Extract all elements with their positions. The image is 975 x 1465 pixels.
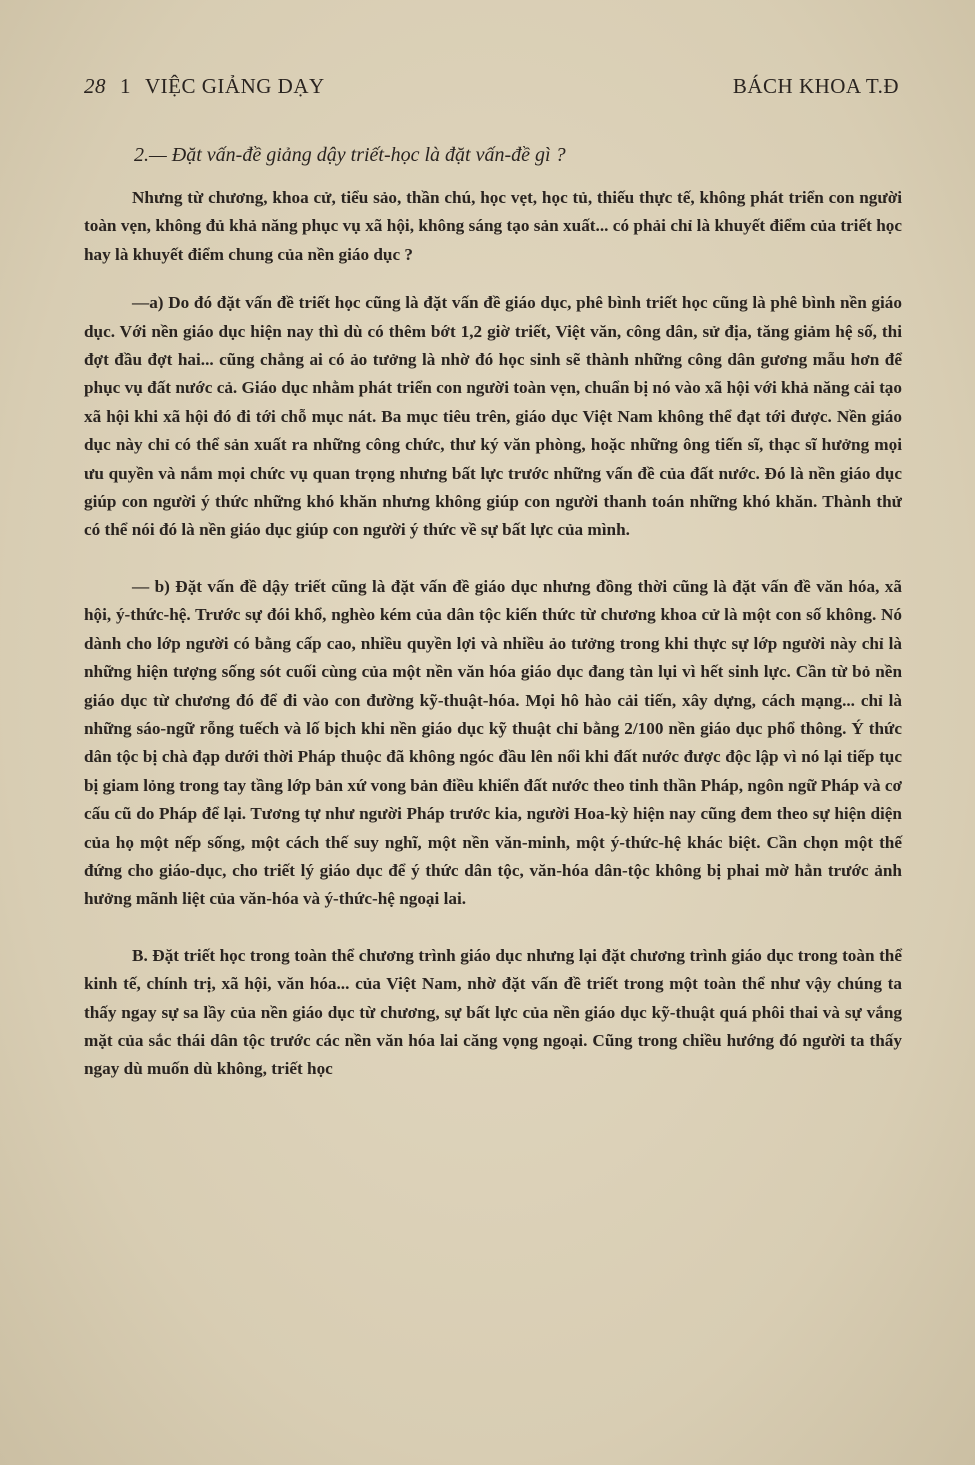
page-header <box>84 74 899 99</box>
body-text <box>84 184 902 1084</box>
paragraph-intro: Nhưng từ chương, khoa cử, tiểu sảo, thần chú, học vẹt, học tủ, thiếu thực tế, không phát triển con người toàn vẹn, không đủ khả năng phục vụ xã hội, không sáng tạo sản xuất... có phải chỉ là khuyết điểm của triết học hay là khuyết điểm chung của nền giáo dục ? <box>84 188 902 264</box>
paragraph-section-b: B. Đặt triết học trong toàn thể chương trình giáo dục nhưng lại đặt chương trình giáo dục trong toàn thể kinh tế, chính trị, xã hội, văn hóa... của Việt Nam, nhờ đặt vấn đề triết trong một toàn thể như vậy chúng ta thấy ngay sự sa lầy của nền giáo dục từ chương, sự bất lực của nền giáo dục kỹ-thuật quá phôi thai và sự vắng mặt của sắc thái dân tộc trước các nền văn hóa lai căng vọng ngoại. Cũng trong chiều hướng đó người ta thấy ngay dù muốn dù không, triết học <box>84 945 902 1079</box>
paragraph-b: — b) Đặt vấn đề dậy triết cũng là đặt vấn đề giáo dục nhưng đồng thời cũng là đặt vấn đề văn hóa, xã hội, ý-thức-hệ. Trước sự đói khổ, nghèo kém của dân tộc kiến thức từ chương khoa cử là một con số không. Nó dành cho lớp người có bằng cấp cao, nhiều quyền lợi và nhiều ảo tưởng trong khi thực sự lớp người này chỉ là những hiện tượng sống sót cuối cùng của một nền văn hóa giáo dục đang tàn lụi vì hết sinh lực. Cần từ bỏ nền giáo dục từ chương đó để đi vào con đường kỹ-thuật-hóa. Mọi hô hào cải tiến, xây dựng, cách mạng... chỉ là những sáo-ngữ rỗng tuếch và lố bịch khi nền giáo dục kỹ thuật chỉ bằng 2/100 nền giáo dục phổ thông. Ý thức dân tộc bị chà đạp dưới thời Pháp thuộc đã không ngóc đầu lên nổi khi đất nước được độc lập vì nó lại tiếp tục bị giam lỏng trong tay tầng lớp bản xứ vong bản điều khiển đất nước theo tinh thần Pháp, ngôn ngữ Pháp và cơ cấu cũ do Pháp để lại. Tương tự như người Pháp trước kia, người Hoa-kỳ hiện nay cũng đem theo sự hiện diện của họ một nếp sống, một cách thế suy nghĩ, một nền văn-minh, một ý-thức-hệ khác biệt. Cần chọn một thế đứng cho giáo-dục, cho triết lý giáo dục để ý thức dân tộc, văn-hóa dân-tộc không bị phai mờ hẳn trước ảnh hưởng mãnh liệt của văn-hóa và ý-thức-hệ ngoại lai. <box>84 576 902 909</box>
paragraph-a: —a) Do đó đặt vấn đề triết học cũng là đặt vấn đề giáo dục, phê bình triết học cũng là phê bình nền giáo dục. Với nền giáo dục hiện nay thì dù có thêm bớt 1,2 giờ triết, Việt văn, công dân, sử địa, tăng giảm hệ số, thi đợt đầu đợt hai... cũng chẳng ai có ảo tưởng là nhờ đó học sinh sẽ thành những công dân gương mẫu hơn để phục vụ đất nước cả. Giáo dục nhằm phát triển con người toàn vẹn, chuẩn bị nó vào xã hội với khả năng cải tạo xã hội khi xã hội đó đi tới chỗ mục nát. Ba mục tiêu trên, giáo dục Việt Nam không thể đạt tới được. Nền giáo dục này chỉ có thể sản xuất ra những công chức, thư ký văn phòng, hoặc những ông tiến sĩ, thạc sĩ hưởng mọi ưu quyền và nắm mọi chức vụ quan trọng nhưng bất lực trước những vấn đề của đất nước. Đó là nền giáo dục giúp con người ý thức những khó khăn nhưng không giúp con người thanh toán những khó khăn. Thành thử có thể nói đó là nền giáo dục giúp con người ý thức về sự bất lực của mình. <box>84 293 902 540</box>
page-number: 28 <box>84 74 106 98</box>
header-separator: 1 <box>120 74 131 98</box>
section-title: 2.— Đặt vấn-đề giảng dậy triết-học là đặt vấn-đề gì ? <box>134 144 566 166</box>
journal-name: BÁCH KHOA T.Đ <box>732 74 899 98</box>
running-title: VIỆC GIẢNG DẠY <box>145 74 325 98</box>
